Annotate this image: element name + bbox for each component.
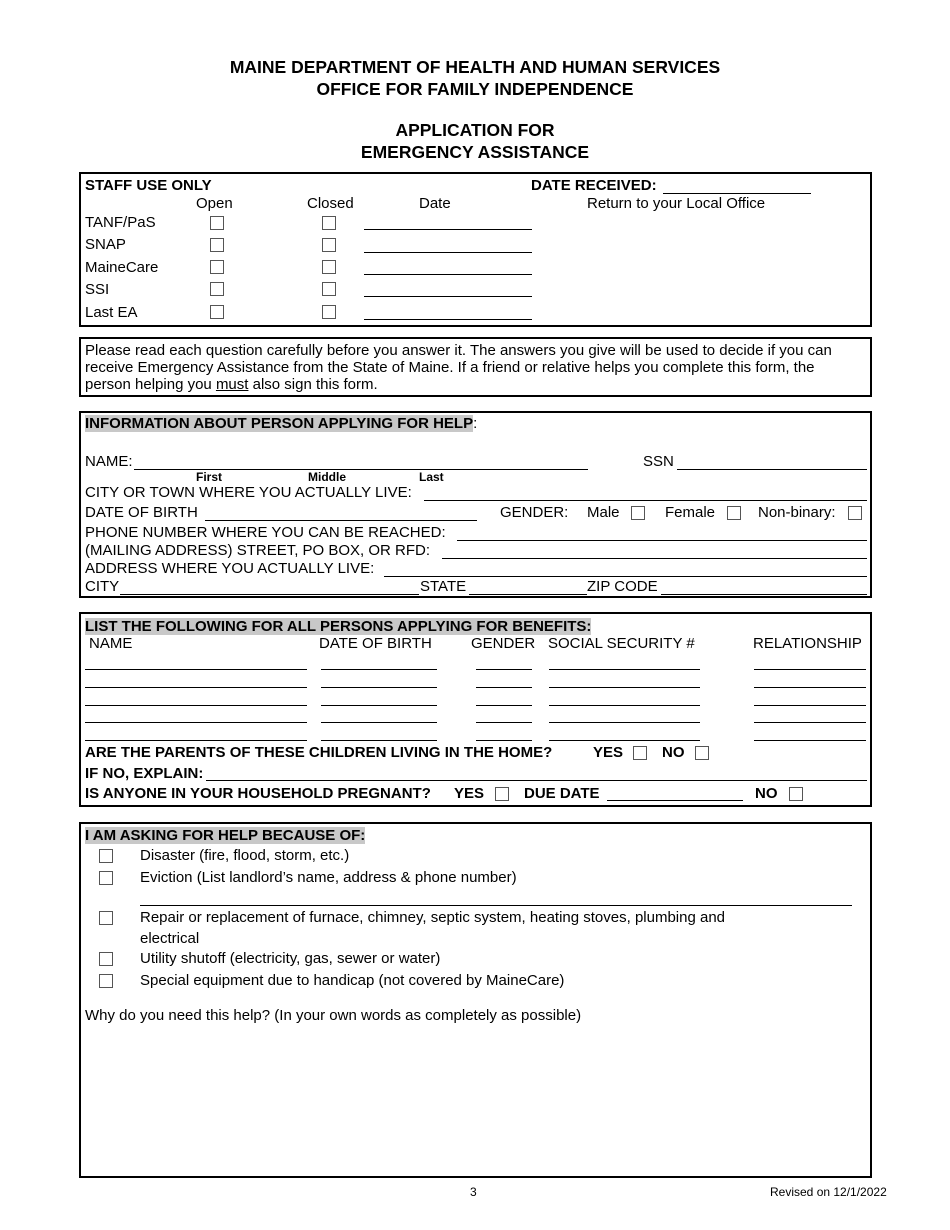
- person-dob-field[interactable]: [321, 669, 437, 670]
- person-gender-field[interactable]: [476, 669, 532, 670]
- equipment-label: Special equipment due to handicap (not covered by MaineCare): [140, 972, 565, 989]
- dob-field[interactable]: [205, 520, 477, 521]
- col-dob: DATE OF BIRTH: [319, 635, 432, 652]
- phone-field[interactable]: [457, 540, 867, 541]
- instructions-line-3-pre: person helping you: [85, 376, 216, 393]
- date-field-last-ea[interactable]: [364, 319, 532, 320]
- col-open: Open: [196, 195, 233, 212]
- person-name-field[interactable]: [85, 740, 307, 741]
- city-live-label: CITY OR TOWN WHERE YOU ACTUALLY LIVE:: [85, 484, 412, 501]
- persons-box: [79, 612, 872, 807]
- person-name-field[interactable]: [85, 722, 307, 723]
- row-mainecare: MaineCare: [85, 259, 159, 276]
- person-name-field[interactable]: [85, 669, 307, 670]
- office-title: OFFICE FOR FAMILY INDEPENDENCE: [316, 79, 634, 99]
- instructions-must: must: [215, 376, 249, 393]
- date-received-label: DATE RECEIVED:: [531, 177, 657, 194]
- repair-label-line-2: electrical: [140, 930, 200, 947]
- date-received-field[interactable]: [663, 193, 811, 194]
- city-live-field[interactable]: [424, 500, 867, 501]
- person-gender-field[interactable]: [476, 740, 532, 741]
- explain-field[interactable]: [206, 780, 867, 781]
- help-heading-text: I AM ASKING FOR HELP BECAUSE OF:: [85, 827, 366, 844]
- checkbox-mainecare-closed[interactable]: [322, 260, 336, 274]
- dob-label: DATE OF BIRTH: [85, 504, 198, 521]
- gender-label: GENDER:: [500, 504, 569, 521]
- person-relationship-field[interactable]: [754, 740, 866, 741]
- row-snap: SNAP: [85, 236, 126, 253]
- person-ssn-field[interactable]: [549, 722, 700, 723]
- checkbox-male[interactable]: [631, 506, 645, 520]
- checkbox-pregnant-no[interactable]: [789, 787, 803, 801]
- utility-label: Utility shutoff (electricity, gas, sewer or water): [140, 950, 441, 967]
- pregnant-question: IS ANYONE IN YOUR HOUSEHOLD PREGNANT?: [85, 785, 431, 802]
- applicant-heading-text: INFORMATION ABOUT PERSON APPLYING FOR HELP: [85, 415, 474, 432]
- checkbox-tanf-closed[interactable]: [322, 216, 336, 230]
- mailing-label: (MAILING ADDRESS) STREET, PO BOX, OR RFD:: [85, 542, 431, 559]
- checkbox-female[interactable]: [727, 506, 741, 520]
- checkbox-disaster[interactable]: [99, 849, 113, 863]
- checkbox-parents-yes[interactable]: [633, 746, 647, 760]
- row-ssi: SSI: [85, 281, 110, 298]
- applicant-heading-colon: :: [473, 415, 478, 432]
- person-dob-field[interactable]: [321, 722, 437, 723]
- checkbox-snap-open[interactable]: [210, 238, 224, 252]
- checkbox-snap-closed[interactable]: [322, 238, 336, 252]
- person-ssn-field[interactable]: [549, 687, 700, 688]
- help-heading: [85, 827, 365, 844]
- instructions-line-2: receive Emergency Assistance from the State of Maine. If a friend or relative helps you complete this form, the: [85, 359, 815, 376]
- instructions-line-3-post: also sign this form.: [248, 376, 378, 393]
- col-closed: Closed: [307, 195, 354, 212]
- person-ssn-field[interactable]: [549, 669, 700, 670]
- col-relationship: RELATIONSHIP: [753, 635, 862, 652]
- ssn-field[interactable]: [677, 469, 867, 470]
- zip-label: ZIP CODE: [587, 578, 658, 595]
- col-name: NAME: [89, 635, 133, 652]
- checkbox-nonbinary[interactable]: [848, 506, 862, 520]
- date-field-mainecare[interactable]: [364, 274, 532, 275]
- instructions-box: [79, 337, 872, 397]
- person-relationship-field[interactable]: [754, 705, 866, 706]
- due-date-label: DUE DATE: [524, 785, 600, 802]
- date-field-tanf[interactable]: [364, 229, 532, 230]
- address-field[interactable]: [384, 576, 867, 577]
- persons-heading: [85, 618, 591, 635]
- person-relationship-field[interactable]: [754, 669, 866, 670]
- person-name-field[interactable]: [85, 705, 307, 706]
- state-field[interactable]: [469, 594, 587, 595]
- instructions-line-1: Please read each question carefully before you answer it. The answers you give will be used to decide if you can: [85, 342, 832, 359]
- name-label: NAME:: [85, 453, 133, 470]
- first-label: First: [196, 470, 223, 484]
- checkbox-mainecare-open[interactable]: [210, 260, 224, 274]
- person-name-field[interactable]: [85, 687, 307, 688]
- ssn-label: SSN: [643, 453, 674, 470]
- checkbox-eviction[interactable]: [99, 871, 113, 885]
- applicant-info-box: [79, 411, 872, 598]
- phone-label: PHONE NUMBER WHERE YOU CAN BE REACHED:: [85, 524, 446, 541]
- city-field[interactable]: [120, 594, 419, 595]
- checkbox-last-ea-closed[interactable]: [322, 305, 336, 319]
- help-reasons-box: [79, 822, 872, 1178]
- pregnant-yes-label: YES: [454, 785, 485, 802]
- parents-no-label: NO: [662, 744, 685, 761]
- person-gender-field[interactable]: [476, 687, 532, 688]
- explain-label: IF NO, EXPLAIN:: [85, 765, 204, 782]
- female-label: Female: [665, 504, 716, 521]
- why-question: Why do you need this help? (In your own words as completely as possible): [85, 1007, 582, 1024]
- checkbox-ssi-open[interactable]: [210, 282, 224, 296]
- application-type: EMERGENCY ASSISTANCE: [360, 142, 590, 162]
- revised-date: Revised on 12/1/2022: [770, 1185, 887, 1199]
- checkbox-repair[interactable]: [99, 911, 113, 925]
- middle-label: Middle: [308, 470, 346, 484]
- parents-yes-label: YES: [593, 744, 624, 761]
- checkbox-utility[interactable]: [99, 952, 113, 966]
- why-answer-area[interactable]: [85, 1029, 866, 1169]
- department-title: MAINE DEPARTMENT OF HEALTH AND HUMAN SERVICES: [229, 57, 721, 77]
- last-label: Last: [419, 470, 444, 484]
- col-ssn: SOCIAL SECURITY #: [548, 635, 695, 652]
- checkbox-pregnant-yes[interactable]: [495, 787, 509, 801]
- address-label: ADDRESS WHERE YOU ACTUALLY LIVE:: [85, 560, 375, 577]
- zip-field[interactable]: [661, 594, 867, 595]
- row-last-ea: Last EA: [85, 304, 138, 321]
- person-dob-field[interactable]: [321, 687, 437, 688]
- due-date-field[interactable]: [607, 800, 743, 801]
- state-label: STATE: [420, 578, 467, 595]
- staff-use-box: [79, 172, 872, 327]
- instructions-line-3: [85, 376, 378, 393]
- checkbox-parents-no[interactable]: [695, 746, 709, 760]
- disaster-label: Disaster (fire, flood, storm, etc.): [140, 847, 350, 864]
- pregnant-no-label: NO: [755, 785, 778, 802]
- person-gender-field[interactable]: [476, 705, 532, 706]
- person-gender-field[interactable]: [476, 722, 532, 723]
- mailing-field[interactable]: [442, 558, 867, 559]
- return-note: Return to your Local Office: [587, 195, 766, 212]
- eviction-details-field[interactable]: [140, 905, 852, 906]
- checkbox-last-ea-open[interactable]: [210, 305, 224, 319]
- date-field-ssi[interactable]: [364, 296, 532, 297]
- staff-use-title: STAFF USE ONLY: [85, 177, 212, 194]
- person-ssn-field[interactable]: [549, 740, 700, 741]
- col-date: Date: [419, 195, 451, 212]
- person-ssn-field[interactable]: [549, 705, 700, 706]
- parents-question: ARE THE PARENTS OF THESE CHILDREN LIVING IN THE HOME?: [85, 744, 553, 761]
- person-relationship-field[interactable]: [754, 687, 866, 688]
- application-for: APPLICATION FOR: [395, 120, 555, 140]
- eviction-label: Eviction (List landlord’s name, address & phone number): [140, 869, 517, 886]
- nonbinary-label: Non-binary:: [758, 504, 836, 521]
- person-relationship-field[interactable]: [754, 722, 866, 723]
- date-field-snap[interactable]: [364, 252, 532, 253]
- city-label: CITY: [85, 578, 120, 595]
- male-label: Male: [587, 504, 620, 521]
- person-dob-field[interactable]: [321, 705, 437, 706]
- persons-heading-text: LIST THE FOLLOWING FOR ALL PERSONS APPLYING FOR BENEFITS:: [85, 618, 592, 635]
- repair-label-line-1: Repair or replacement of furnace, chimney, septic system, heating stoves, plumbing and: [140, 909, 726, 926]
- checkbox-ssi-closed[interactable]: [322, 282, 336, 296]
- checkbox-tanf-open[interactable]: [210, 216, 224, 230]
- person-dob-field[interactable]: [321, 740, 437, 741]
- row-tanf: TANF/PaS: [85, 214, 156, 231]
- page-number: 3: [470, 1185, 477, 1199]
- checkbox-equipment[interactable]: [99, 974, 113, 988]
- col-gender: GENDER: [471, 635, 536, 652]
- applicant-heading: [85, 415, 477, 432]
